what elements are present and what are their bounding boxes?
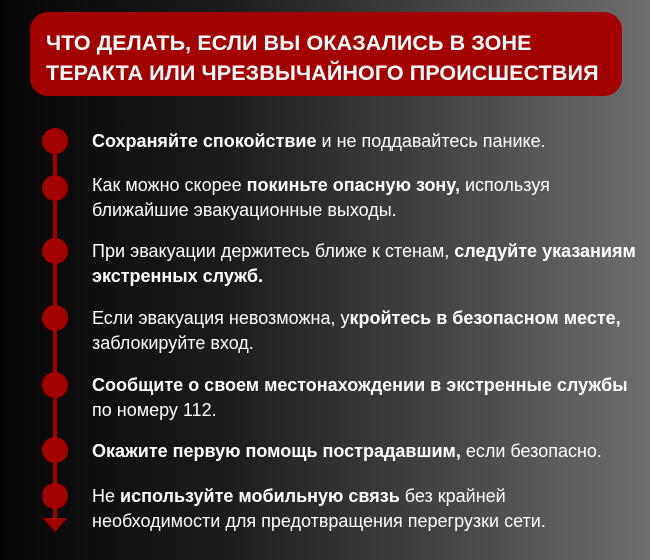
- item-text-bold: используйте мобильную связь: [120, 486, 400, 506]
- title-banner: [30, 12, 622, 96]
- item-text: При эвакуации держитесь ближе к стенам,: [92, 241, 455, 261]
- item-text-bold: Окажите первую помощь пострадавшим,: [92, 441, 461, 461]
- instruction-item: [92, 439, 637, 464]
- item-text-bold: Сообщите о своем местонахождении в экстренные службы: [92, 375, 628, 395]
- timeline-dot: [42, 238, 68, 264]
- item-text: по номеру 112.: [92, 400, 217, 420]
- item-text: без крайней необходимости для предотвращения перегрузки сети.: [92, 486, 546, 531]
- item-text-bold: Сохраняйте спокойствие: [92, 131, 317, 151]
- item-text-bold: покиньте опасную зону,: [246, 175, 460, 195]
- item-text: если безопасно.: [460, 441, 602, 461]
- item-text: и не поддавайтесь панике.: [316, 131, 546, 151]
- item-text: используя ближайшие эвакуационные выходы.: [92, 175, 550, 220]
- item-text-bold: кройтесь в безопасном месте,: [349, 308, 621, 328]
- instruction-item: [92, 484, 637, 534]
- timeline-dot: [42, 305, 68, 331]
- title-line-2: ТЕРАКТА ИЛИ ЧРЕЗВЫЧАЙНОГО ПРОИСШЕСТВИЯ: [46, 61, 599, 85]
- instruction-item: [92, 173, 637, 223]
- timeline-dot: [42, 437, 68, 463]
- timeline-dot: [42, 128, 68, 154]
- title-line-1: ЧТО ДЕЛАТЬ, ЕСЛИ ВЫ ОКАЗАЛИСЬ В ЗОНЕ: [46, 31, 532, 55]
- instruction-item: [92, 373, 637, 423]
- instruction-item: [92, 239, 637, 289]
- instruction-item: [92, 129, 637, 154]
- instruction-item: [92, 306, 637, 356]
- timeline-dot: [42, 372, 68, 398]
- timeline-dot: [42, 175, 68, 201]
- timeline-dot: [42, 483, 68, 509]
- item-text-bold: следуйте указаниям экстренных служб.: [92, 241, 636, 286]
- arrow-down-icon: [43, 518, 67, 532]
- item-text: заблокируйте вход.: [92, 333, 254, 353]
- item-text: Как можно скорее: [92, 175, 247, 195]
- item-text: Если эвакуация невозможна, у: [92, 308, 350, 328]
- item-text: Не: [92, 486, 121, 506]
